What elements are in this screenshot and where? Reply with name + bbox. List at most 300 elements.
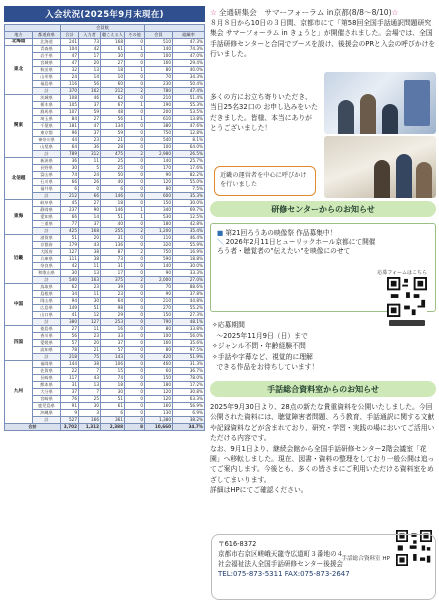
person-figure (382, 104, 398, 134)
value-cell: 6.9% (173, 410, 205, 417)
table-row (5, 67, 205, 74)
value-cell: 31 (101, 263, 125, 270)
list-item: ✧ジャンル不問・年齢経験不問 (212, 342, 306, 351)
table-row (5, 403, 205, 410)
value-cell: 0 (125, 123, 145, 130)
prefecture-cell: 愛媛県 (33, 340, 61, 347)
value-cell: 108 (61, 95, 79, 102)
value-cell: 48 (101, 109, 125, 116)
value-cell: 18 (101, 67, 125, 74)
value-cell: 46 (79, 95, 101, 102)
value-cell: 74 (101, 375, 125, 382)
archive-paragraph: 詳細はHPにてご確認ください。 (210, 486, 308, 495)
prefecture-cell: 青森県 (33, 46, 61, 53)
footer-address (211, 534, 436, 600)
table-row (5, 151, 205, 158)
value-cell: 25.7% (173, 158, 205, 165)
value-cell: 218 (61, 354, 79, 361)
value-cell: 2 (125, 249, 145, 256)
value-cell: 420 (145, 354, 173, 361)
value-cell: 106 (101, 361, 125, 368)
value-cell: 60 (145, 368, 173, 375)
prefecture-cell: 石川県 (33, 179, 61, 186)
value-cell: 37 (61, 389, 79, 396)
prefecture-cell: 熊本県 (33, 382, 61, 389)
value-cell: 18 (101, 200, 125, 207)
table-row (5, 382, 205, 389)
prefecture-cell: 岩手県 (33, 53, 61, 60)
table-row (5, 144, 205, 151)
value-cell: 80 (145, 186, 173, 193)
value-cell: 750 (145, 130, 173, 137)
value-cell: 2 (125, 88, 145, 95)
column-header: 入力者 (79, 32, 101, 39)
value-cell: 163 (79, 277, 101, 284)
table-row (5, 165, 205, 172)
column-header: 地方 (5, 32, 33, 39)
prefecture-cell: 兵庫県 (33, 256, 61, 263)
value-cell: 26.5% (173, 151, 205, 158)
film-icon: ■ (217, 229, 224, 237)
festival-line: 2026年2月11日ヒューリックホール京都にて開催 (225, 238, 376, 247)
prefecture-cell: 神奈川県 (33, 137, 61, 144)
value-cell: 0 (125, 256, 145, 263)
value-cell: 370 (61, 88, 79, 95)
value-cell: 100 (145, 333, 173, 340)
value-cell: 37.8% (173, 291, 205, 298)
photo-caption: 近畿の運営者を中心に呼びかけを行いました (214, 166, 316, 196)
arrow-icon: ＼ (217, 238, 224, 247)
table-row (5, 312, 205, 319)
booth-photo (324, 72, 436, 134)
archive-paragraph: なお、9月1日より、継続会館から全国手話研修センター2階会議室「花園」へ移転しました。現在、図書・資料の整理をしており一般公開は追ってご案内します。今後とも、多くの皆さまにご利用いただける資料室をめざしてまいります。 (210, 444, 435, 484)
prefecture-cell: 計 (33, 228, 61, 235)
value-cell: 0 (125, 417, 145, 424)
prefecture-cell: 大阪府 (33, 249, 61, 256)
region-cell: 近畿 (5, 235, 33, 284)
value-cell: 0 (125, 389, 145, 396)
value-cell: 0 (125, 312, 145, 319)
value-cell: 64.0% (173, 144, 205, 151)
value-cell: 200 (145, 109, 173, 116)
value-cell: 25 (79, 396, 101, 403)
prefecture-cell: 山形県 (33, 74, 61, 81)
value-cell: 27 (101, 60, 125, 67)
value-cell: 0 (125, 144, 145, 151)
prefecture-cell: 徳島県 (33, 326, 61, 333)
list-item: ✧手話や字幕など、視覚的に理解 (212, 352, 313, 361)
value-cell: 56.0% (173, 333, 205, 340)
region-cell: 東北 (5, 46, 33, 95)
value-cell: 11 (79, 326, 101, 333)
value-cell: 51 (101, 396, 125, 403)
table-row (5, 221, 205, 228)
value-cell: 30 (61, 270, 79, 277)
value-cell: 26 (79, 179, 101, 186)
value-cell: 1 (125, 102, 145, 109)
value-cell: 0 (125, 172, 145, 179)
value-cell: 160 (145, 340, 173, 347)
value-cell: 27 (61, 326, 79, 333)
value-cell: 140 (145, 263, 173, 270)
table-row (5, 102, 205, 109)
value-cell: 59 (101, 130, 125, 137)
table-row (5, 137, 205, 144)
value-cell: 166 (79, 417, 101, 424)
value-cell: 2 (125, 277, 145, 284)
star-icon: ☆ (391, 7, 399, 17)
value-cell: 100 (145, 144, 173, 151)
value-cell: 181 (61, 123, 79, 130)
value-cell: 38 (79, 249, 101, 256)
value-cell: 0 (125, 235, 145, 242)
value-cell: 255 (101, 228, 125, 235)
value-cell: 2,000 (145, 277, 173, 284)
value-cell: 30.0% (173, 200, 205, 207)
table-row (5, 242, 205, 249)
table-row (5, 39, 205, 46)
value-cell: 36 (79, 144, 101, 151)
star-icon: ☆ (210, 7, 217, 17)
value-cell: 73 (101, 256, 125, 263)
value-cell: 37 (79, 130, 101, 137)
table-row (5, 256, 205, 263)
value-cell: 540 (145, 137, 173, 144)
prefecture-cell: 京都府 (33, 242, 61, 249)
table-row (5, 326, 205, 333)
prefecture-cell: 広島県 (33, 305, 61, 312)
value-cell: 69.7% (173, 207, 205, 214)
table-row (5, 291, 205, 298)
region-cell: 北信越 (5, 158, 33, 200)
column-header: 合計 (61, 32, 79, 39)
value-cell: 127 (61, 249, 79, 256)
prefecture-cell: 沖縄県 (33, 410, 61, 417)
value-cell: 610 (145, 116, 173, 123)
value-cell: 312 (79, 151, 101, 158)
value-cell: 0 (125, 319, 145, 326)
person-figure (360, 94, 376, 134)
value-cell: 146 (101, 193, 125, 200)
value-cell: 0 (125, 137, 145, 144)
value-cell: 190 (145, 102, 173, 109)
value-cell: 146 (101, 207, 125, 214)
prefecture-cell: 滋賀県 (33, 235, 61, 242)
value-cell: 0 (125, 263, 145, 270)
prefecture-cell: 島根県 (33, 291, 61, 298)
value-cell: 7 (79, 389, 101, 396)
value-cell: 64 (101, 298, 125, 305)
value-cell: 12 (79, 312, 101, 319)
table-row (5, 410, 205, 417)
prefecture-cell: 計 (33, 417, 61, 424)
value-cell: 116 (61, 81, 79, 88)
value-cell: 66 (61, 179, 79, 186)
value-cell: 40 (101, 221, 125, 228)
table-row (5, 200, 205, 207)
value-cell: 73 (79, 39, 101, 46)
value-cell: 23 (79, 137, 101, 144)
prefecture-cell: 三重県 (33, 221, 61, 228)
value-cell: 74.3% (173, 46, 205, 53)
column-header: 聴こえる人 (102, 32, 123, 37)
total-value: 2,388 (101, 424, 125, 431)
value-cell: 33 (101, 333, 125, 340)
value-cell: 16 (101, 326, 125, 333)
value-cell: 180 (145, 382, 173, 389)
value-cell: 117 (61, 375, 79, 382)
value-cell: 41 (61, 312, 79, 319)
prefecture-cell: 茨城県 (33, 95, 61, 102)
value-cell: 90 (79, 207, 101, 214)
value-cell: 11 (79, 263, 101, 270)
value-cell: 0 (125, 410, 145, 417)
value-cell: 8.1% (173, 137, 205, 144)
prefecture-cell: 北海道 (33, 39, 61, 46)
value-cell: 0 (125, 179, 145, 186)
value-cell: 74 (61, 172, 79, 179)
value-cell: 16.9% (173, 249, 205, 256)
value-cell: 120 (145, 389, 173, 396)
value-cell: 60 (101, 81, 125, 88)
value-cell: 0 (125, 403, 145, 410)
value-cell: 253 (101, 319, 125, 326)
value-cell: 82.2% (173, 172, 205, 179)
value-cell: 51.4% (173, 95, 205, 102)
value-cell: 38 (79, 256, 101, 263)
prefecture-cell: 計 (33, 88, 61, 95)
prefecture-cell: 長野県 (33, 165, 61, 172)
value-cell: 18 (101, 382, 125, 389)
value-cell: 55.2% (173, 305, 205, 312)
value-cell: 45 (61, 200, 79, 207)
prefecture-cell: 秋田県 (33, 67, 61, 74)
value-cell: 150 (145, 375, 173, 382)
value-cell: 51 (101, 214, 125, 221)
prefecture-cell: 静岡県 (33, 207, 61, 214)
value-cell: 0 (125, 221, 145, 228)
value-cell: 149 (61, 305, 79, 312)
value-cell: 38.2% (173, 417, 205, 424)
value-cell: 0 (125, 74, 145, 81)
value-cell: 0 (125, 270, 145, 277)
value-cell: 30 (101, 53, 125, 60)
table-row (5, 186, 205, 193)
value-cell: 50 (101, 172, 125, 179)
list-item: ～2025年11月9日（日）まで (216, 331, 308, 340)
value-cell: 12.8% (173, 130, 205, 137)
value-cell: 27.0% (173, 277, 205, 284)
value-cell: 20 (79, 340, 101, 347)
table-row (5, 270, 205, 277)
value-cell: 47 (61, 60, 79, 67)
value-cell: 57 (101, 347, 125, 354)
region-cell: 中国 (5, 284, 33, 326)
value-cell: 0 (125, 284, 145, 291)
prefecture-cell: 東京都 (33, 130, 61, 137)
prefecture-cell: 富山県 (33, 172, 61, 179)
prefecture-cell: 長崎県 (33, 375, 61, 382)
region-cell: 四国 (5, 326, 33, 361)
archive-credit: 手話総合資料室 HP (341, 556, 390, 562)
qr-code-icon[interactable] (387, 277, 427, 317)
region-cell: 九州 (5, 361, 33, 424)
archive-banner: 手話総合資料室からのお知らせ (210, 381, 436, 397)
value-cell: 540 (61, 277, 79, 284)
value-cell: 2 (125, 228, 145, 235)
value-cell: 47.0% (173, 53, 205, 60)
value-cell: 43 (79, 242, 101, 249)
phone-fax: TEL:075-873-5311 FAX:075-873-2647 (218, 570, 350, 578)
prefecture-cell: 埼玉県 (33, 116, 61, 123)
value-cell: 0 (125, 95, 145, 102)
value-cell: 37 (79, 102, 101, 109)
value-cell: 80 (145, 67, 173, 74)
value-cell: 98 (101, 305, 125, 312)
value-cell: 90 (145, 291, 173, 298)
title-main: 全通研集会 サマーフォーラム in (218, 7, 334, 17)
column-header: 組織率 (173, 32, 205, 39)
value-cell: 120 (145, 396, 173, 403)
value-cell: 140 (145, 46, 173, 53)
film-festival-box (210, 223, 436, 312)
value-cell: 144 (61, 361, 79, 368)
value-cell: 36 (61, 158, 79, 165)
value-cell: 0 (125, 39, 145, 46)
prefecture-cell: 計 (33, 319, 61, 326)
value-cell: 0 (125, 193, 145, 200)
membership-title: 入会状況(2025年9月末現在) (4, 6, 205, 22)
table-row (5, 74, 205, 81)
value-cell: 44.8% (173, 298, 205, 305)
value-cell: 361 (101, 417, 125, 424)
value-cell: 0 (79, 186, 101, 193)
value-cell: 96 (61, 130, 79, 137)
value-cell: 6 (101, 410, 125, 417)
value-cell: 59 (79, 109, 101, 116)
value-cell: 97.5% (173, 347, 205, 354)
value-cell: 64 (61, 144, 79, 151)
total-label: 合計 (5, 424, 61, 431)
value-cell: 32 (61, 67, 79, 74)
training-center-banner: 研修センターからのお知らせ (210, 201, 436, 217)
prefecture-cell: 鳥取県 (33, 284, 61, 291)
value-cell: 2 (125, 151, 145, 158)
value-cell: 55.0% (173, 179, 205, 186)
value-cell: 29.4% (173, 60, 205, 67)
value-cell: 237 (61, 207, 79, 214)
prefecture-cell: 計 (33, 151, 61, 158)
value-cell: 47.3% (173, 39, 205, 46)
value-cell: 510 (145, 39, 173, 46)
value-cell: 11 (79, 158, 101, 165)
table-row (5, 214, 205, 221)
value-cell: 50.4% (173, 81, 205, 88)
value-cell: 56 (101, 116, 125, 123)
value-cell: 120 (145, 179, 173, 186)
value-cell: 21 (79, 347, 101, 354)
table-row (5, 263, 205, 270)
value-cell: 47 (61, 53, 79, 60)
value-cell: 530 (145, 214, 173, 221)
value-cell: 42 (61, 263, 79, 270)
forum-thanks-paragraph: 多くの方にお立ち寄りいただき、当日25名32口の お申し込みをいただきました。皆様、本当にありがとうございました！ (210, 93, 318, 133)
value-cell: 425 (61, 228, 79, 235)
value-cell: 6 (61, 186, 79, 193)
value-cell: 0 (125, 396, 145, 403)
prefecture-cell: 香川県 (33, 333, 61, 340)
value-cell: 170 (145, 165, 173, 172)
festival-line: ろう者・聴覚者の"伝えたい"を映像にのせて (217, 247, 351, 256)
value-cell: 7 (79, 368, 101, 375)
value-cell: 78 (61, 347, 79, 354)
value-cell: 130 (145, 410, 173, 417)
value-cell: 241 (61, 39, 79, 46)
value-cell: 15 (101, 368, 125, 375)
value-cell: 380 (61, 319, 79, 326)
prefecture-cell: 計 (33, 354, 61, 361)
person-figure (416, 162, 432, 198)
prefecture-cell: 栃木県 (33, 102, 61, 109)
festival-details (210, 320, 436, 376)
total-value: 1,312 (79, 424, 101, 431)
prefecture-cell: 福井県 (33, 186, 61, 193)
membership-panel (4, 6, 205, 600)
value-cell: 0 (125, 375, 145, 382)
value-cell: 0 (125, 354, 145, 361)
value-cell: 77 (61, 221, 79, 228)
value-cell: 48.1% (173, 319, 205, 326)
value-cell: 27 (79, 116, 101, 123)
prefecture-cell: 計 (33, 277, 61, 284)
prefecture-cell: 岐阜県 (33, 200, 61, 207)
value-cell: 0 (125, 130, 145, 137)
value-cell: 31 (61, 382, 79, 389)
value-cell: 790 (145, 319, 173, 326)
value-cell: 475 (101, 151, 125, 158)
value-cell: 24 (79, 172, 101, 179)
prefecture-cell: 佐賀県 (33, 368, 61, 375)
table-row (5, 396, 205, 403)
value-cell: 162 (79, 88, 101, 95)
value-cell: 23 (79, 284, 101, 291)
prefecture-cell: 群馬県 (33, 109, 61, 116)
value-cell: 18.8% (173, 256, 205, 263)
summer-forum-title (210, 6, 436, 18)
value-cell: 150 (145, 200, 173, 207)
value-cell: 40.0% (173, 67, 205, 74)
prefecture-cell: 宮城県 (33, 60, 61, 67)
prefecture-cell: 山梨県 (33, 144, 61, 151)
value-cell: 0 (125, 165, 145, 172)
value-cell: 107 (61, 109, 79, 116)
value-cell: 17.6% (173, 165, 205, 172)
value-cell: 0 (125, 60, 145, 67)
value-cell: 21 (101, 137, 125, 144)
value-cell: 87 (101, 249, 125, 256)
value-cell: 1 (125, 207, 145, 214)
value-cell: 212 (101, 88, 125, 95)
value-cell: 84 (61, 116, 79, 123)
table-row (5, 389, 205, 396)
value-cell: 0 (125, 200, 145, 207)
title-date: (8/8～8/10) (348, 7, 392, 17)
prefecture-cell: 福島県 (33, 81, 61, 88)
value-cell: 12.5% (173, 214, 205, 221)
value-cell: 53.5% (173, 109, 205, 116)
value-cell: 1 (125, 116, 145, 123)
table-row (5, 53, 205, 60)
